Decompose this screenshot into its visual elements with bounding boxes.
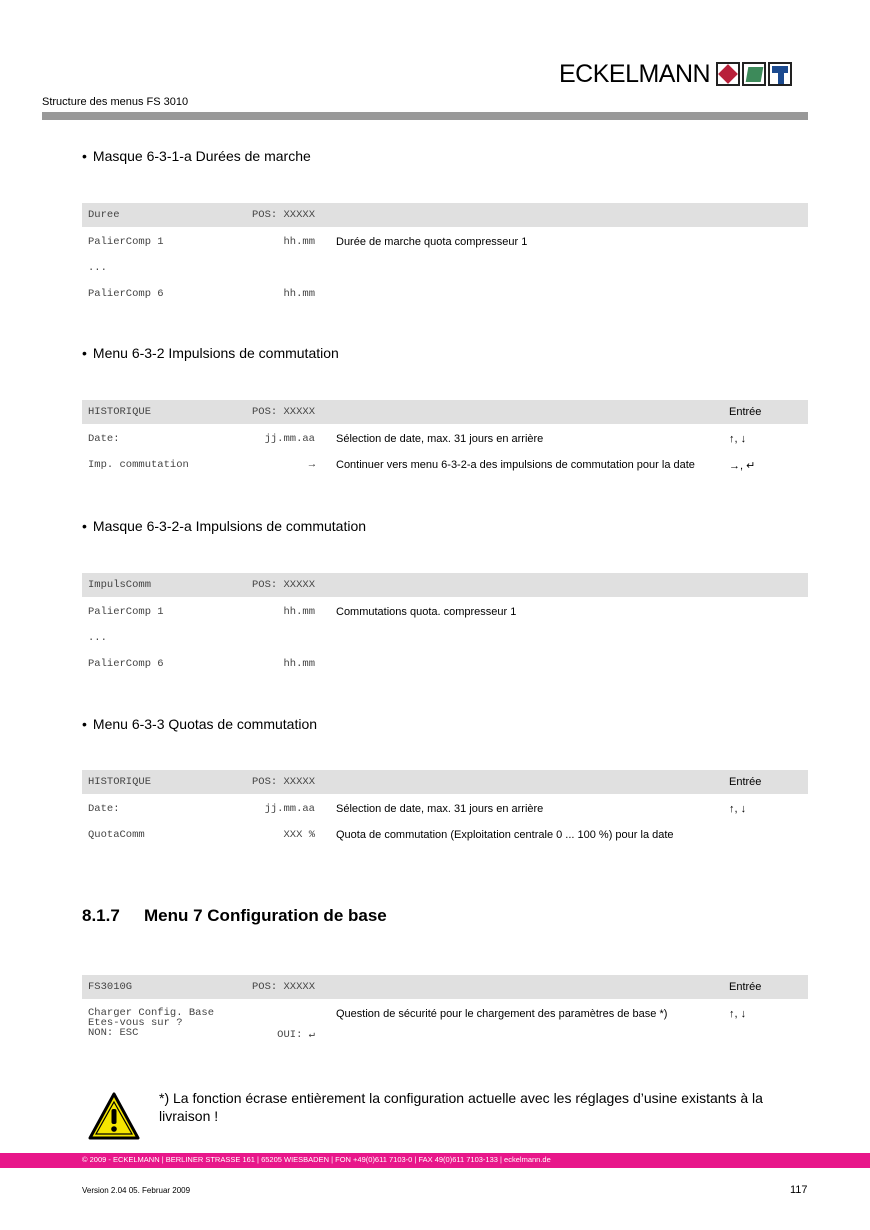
doc-title: Structure des menus FS 3010 bbox=[42, 96, 189, 108]
row-entry-keys: ↑, ↓ bbox=[729, 433, 747, 445]
table-row bbox=[82, 227, 808, 253]
footer-band bbox=[0, 1153, 870, 1168]
row-value: OUI: ↵ bbox=[277, 1029, 315, 1041]
section-3-title: Masque 6-3-2-a Impulsions de commutation bbox=[92, 518, 367, 534]
row-label: PalierComp 6 bbox=[88, 288, 164, 300]
row-label: Date: bbox=[88, 433, 120, 445]
table-row bbox=[82, 424, 808, 450]
row-label: Imp. commutation bbox=[88, 459, 189, 471]
warning-icon bbox=[88, 1091, 140, 1141]
hdr-pos: POS: XXXXX bbox=[251, 406, 315, 418]
hdr-name: ImpulsComm bbox=[88, 579, 152, 591]
section-1-title: Masque 6-3-1-a Durées de marche bbox=[92, 148, 311, 164]
section-number: 8.1.7 bbox=[82, 906, 120, 925]
row-label: ... bbox=[88, 632, 107, 644]
hdr-name: FS3010G bbox=[88, 981, 133, 993]
hdr-pos: POS: XXXXX bbox=[251, 209, 315, 221]
row-label-multiline bbox=[88, 1008, 214, 1038]
section-5-title: Menu 7 Configuration de base bbox=[144, 906, 387, 925]
table-row bbox=[82, 820, 808, 846]
logo-boxes bbox=[716, 62, 792, 86]
hdr-entree: Entrée bbox=[729, 406, 762, 418]
hdr-entree: Entrée bbox=[729, 776, 762, 788]
hdr-pos: POS: XXXXX bbox=[251, 981, 315, 993]
section-4-heading: • Menu 6-3-3 Quotas de commutation bbox=[82, 716, 318, 732]
row-label: QuotaComm bbox=[88, 829, 145, 841]
row-value: hh.mm bbox=[283, 606, 315, 618]
table-impulscomm bbox=[82, 573, 808, 675]
header-rule bbox=[42, 112, 808, 120]
table-header bbox=[82, 573, 808, 597]
row-value: XXX % bbox=[283, 829, 315, 841]
section-heading-8-1-7 bbox=[82, 906, 387, 926]
row-label-line-1: Charger Config. Base bbox=[88, 1007, 215, 1019]
row-description: Question de sécurité pour le chargement des paramètres de base *) bbox=[336, 1008, 668, 1020]
footer-contact: © 2009 - ECKELMANN | BERLINER STRASSE 161 | 65205 WIESBADEN | FON +49(0)611 7103-0 | FAX 49(0)611 7103-133 | eckelmann.de bbox=[82, 1155, 551, 1164]
row-label: Date: bbox=[88, 803, 120, 815]
row-label: PalierComp 1 bbox=[88, 236, 164, 248]
table-header bbox=[82, 203, 808, 227]
footer-version: Version 2.04 05. Februar 2009 bbox=[82, 1186, 191, 1195]
warning-text: *) La fonction écrase entièrement la configuration actuelle avec les réglages d’usine existants à la livraison ! bbox=[159, 1090, 763, 1124]
row-description: Continuer vers menu 6-3-2-a des impulsions de commutation pour la date bbox=[336, 459, 695, 471]
hdr-name: HISTORIQUE bbox=[88, 776, 152, 788]
section-4-title: Menu 6-3-3 Quotas de commutation bbox=[92, 716, 318, 732]
section-3-heading: • Masque 6-3-2-a Impulsions de commutation bbox=[82, 518, 367, 534]
table-row bbox=[82, 253, 808, 279]
row-label-line-2: Etes-vous sur ? bbox=[88, 1017, 183, 1029]
table-header bbox=[82, 400, 808, 424]
logo-box-red bbox=[716, 62, 740, 86]
row-label: PalierComp 1 bbox=[88, 606, 164, 618]
table-config-base bbox=[82, 975, 808, 1049]
row-description: Sélection de date, max. 31 jours en arrière bbox=[336, 803, 544, 815]
row-entry-keys: ↑, ↓ bbox=[729, 1008, 747, 1020]
table-row bbox=[82, 279, 808, 305]
table-row bbox=[82, 450, 808, 476]
row-label-line-3: NON: ESC bbox=[88, 1027, 139, 1039]
logo-box-blue bbox=[768, 62, 792, 86]
row-value: hh.mm bbox=[283, 236, 315, 248]
table-row bbox=[82, 649, 808, 675]
page-number: 117 bbox=[790, 1184, 808, 1196]
table-row bbox=[82, 623, 808, 649]
row-value: hh.mm bbox=[283, 658, 315, 670]
row-entry-keys: ↑, ↓ bbox=[729, 803, 747, 815]
table-header bbox=[82, 770, 808, 794]
table-row bbox=[82, 597, 808, 623]
logo-box-green bbox=[742, 62, 766, 86]
hdr-name: Duree bbox=[88, 209, 120, 221]
section-2-heading: • Menu 6-3-2 Impulsions de commutation bbox=[82, 345, 339, 361]
row-label: PalierComp 6 bbox=[88, 658, 164, 670]
hdr-name: HISTORIQUE bbox=[88, 406, 152, 418]
hdr-pos: POS: XXXXX bbox=[251, 776, 315, 788]
section-2-title: Menu 6-3-2 Impulsions de commutation bbox=[92, 345, 339, 361]
hdr-pos: POS: XXXXX bbox=[251, 579, 315, 591]
table-row bbox=[82, 999, 808, 1049]
row-value: hh.mm bbox=[283, 288, 315, 300]
row-description: Quota de commutation (Exploitation centrale 0 ... 100 %) pour la date bbox=[336, 829, 674, 841]
row-description: Durée de marche quota compresseur 1 bbox=[336, 236, 528, 248]
eckelmann-logo bbox=[559, 60, 792, 88]
hdr-entree: Entrée bbox=[729, 981, 762, 993]
row-label: ... bbox=[88, 262, 107, 274]
table-historique-quotas bbox=[82, 770, 808, 846]
row-description: Commutations quota. compresseur 1 bbox=[336, 606, 517, 618]
table-historique-impulsions bbox=[82, 400, 808, 476]
section-1-heading: • Masque 6-3-1-a Durées de marche bbox=[82, 148, 311, 164]
row-entry-keys: →, ↵ bbox=[729, 460, 756, 472]
table-durees bbox=[82, 203, 808, 305]
table-row bbox=[82, 794, 808, 820]
brand-name: ECKELMANN bbox=[559, 59, 711, 88]
row-value: → bbox=[308, 459, 315, 471]
row-description: Sélection de date, max. 31 jours en arrière bbox=[336, 433, 544, 445]
row-value: jj.mm.aa bbox=[264, 433, 315, 445]
row-value: jj.mm.aa bbox=[264, 803, 315, 815]
table-header bbox=[82, 975, 808, 999]
